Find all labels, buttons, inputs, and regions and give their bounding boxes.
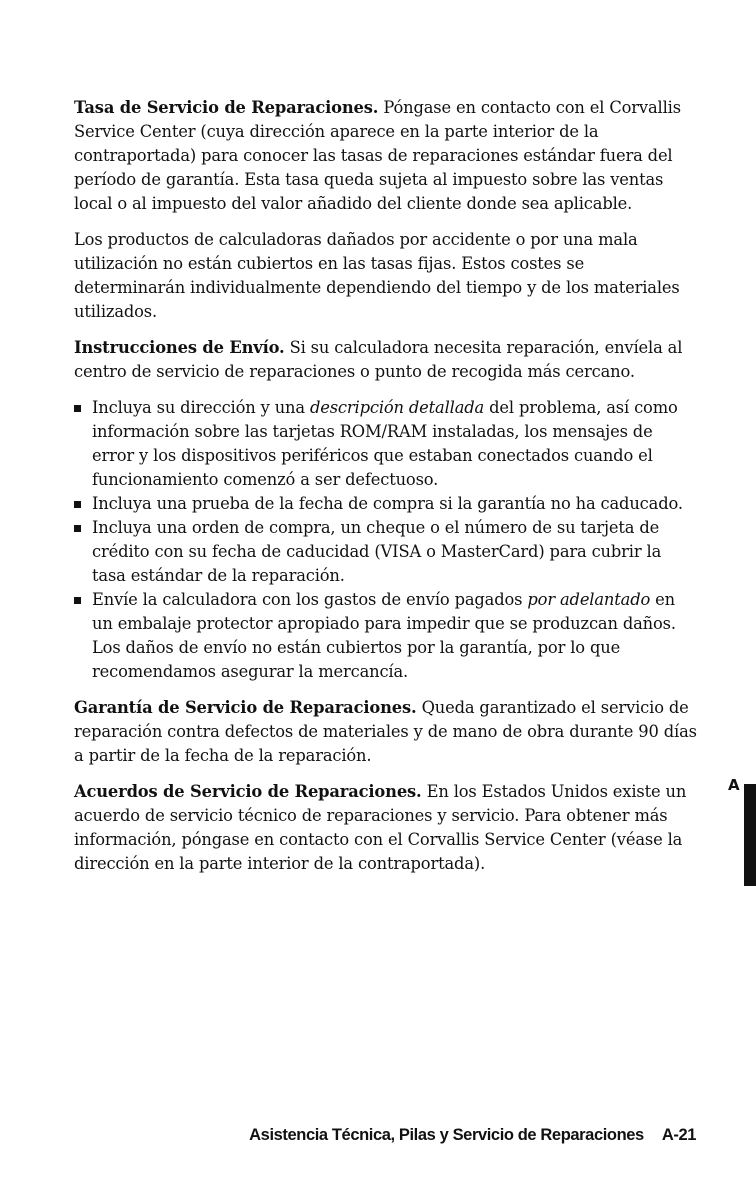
page-number: A-21: [661, 1126, 696, 1144]
heading-acuerdos: Acuerdos de Servicio de Reparaciones.: [74, 782, 422, 801]
text-acuerdos: En los Estados Unidos existe un acuerdo de servicio técnico de reparaciones y servicio. Para obtener más información, póngase en contacto con el Corvallis Service Center (véase la dirección en la parte interior de la contraportada).: [74, 782, 687, 873]
square-bullet-icon: [74, 501, 81, 508]
list-item-text: del problema, así como información sobre las tarjetas ROM/RAM instaladas, los mensajes de error y los dispositivos periféricos que estaban conectados cuando el funcionamiento comenzó a ser defectuoso.: [92, 398, 678, 489]
heading-envio: Instrucciones de Envío.: [74, 338, 285, 357]
paragraph-garantia: [74, 696, 698, 768]
text-garantia: Queda garantizado el servicio de reparación contra defectos de materiales y de mano de obra durante 90 días a partir de la fecha de la reparación.: [74, 698, 697, 765]
shipping-instructions-list: [74, 396, 698, 684]
appendix-thumb-tab: [744, 784, 756, 886]
heading-tasa: Tasa de Servicio de Reparaciones.: [74, 98, 379, 117]
paragraph-acuerdos: [74, 780, 698, 876]
list-item-text: Incluya su dirección y una: [92, 398, 310, 417]
page-footer: [249, 1126, 696, 1145]
list-item-text: en un embalaje protector apropiado para impedir que se produzcan daños. Los daños de envío no están cubiertos por la garantía, por lo que recomendamos asegurar la mercancía.: [92, 590, 676, 681]
list-item-text: Incluya una orden de compra, un cheque o el número de su tarjeta de crédito con su fecha de caducidad (VISA o MasterCard) para cubrir la tasa estándar de la reparación.: [92, 518, 662, 585]
list-item-emphasis: descripción detallada: [309, 398, 485, 417]
square-bullet-icon: [74, 597, 81, 604]
footer-title: Asistencia Técnica, Pilas y Servicio de Reparaciones: [249, 1126, 644, 1144]
text-productos: Los productos de calculadoras dañados por accidente o por una mala utilización no están cubiertos en las tasas fijas. Estos costes se determinarán individualmente dependiendo del tiempo y de los materiales utilizados.: [74, 230, 680, 321]
list-item: [74, 588, 698, 684]
paragraph-envio: [74, 336, 698, 384]
text-tasa: Póngase en contacto con el Corvallis Service Center (cuya dirección aparece en la parte interior de la contraportada) para conocer las tasas de reparaciones estándar fuera del período de garantía. Esta tasa queda sujeta al impuesto sobre las ventas local o al impuesto del valor añadido del cliente donde sea aplicable.: [74, 98, 681, 213]
text-envio: Si su calculadora necesita reparación, envíela al centro de servicio de reparaciones o punto de recogida más cercano.: [74, 338, 683, 381]
list-item: [74, 396, 698, 492]
list-item: [74, 516, 698, 588]
list-item-text: Incluya una prueba de la fecha de compra si la garantía no ha caducado.: [92, 494, 683, 513]
heading-garantia: Garantía de Servicio de Reparaciones.: [74, 698, 417, 717]
list-item-text: Envíe la calculadora con los gastos de envío pagados: [92, 590, 528, 609]
list-item-emphasis: por adelantado: [527, 590, 651, 609]
list-item: [74, 492, 698, 516]
square-bullet-icon: [74, 405, 81, 412]
square-bullet-icon: [74, 525, 81, 532]
page-body: [74, 96, 698, 888]
paragraph-tasa: [74, 96, 698, 216]
appendix-tab-letter: A: [728, 776, 740, 794]
paragraph-productos: [74, 228, 698, 324]
